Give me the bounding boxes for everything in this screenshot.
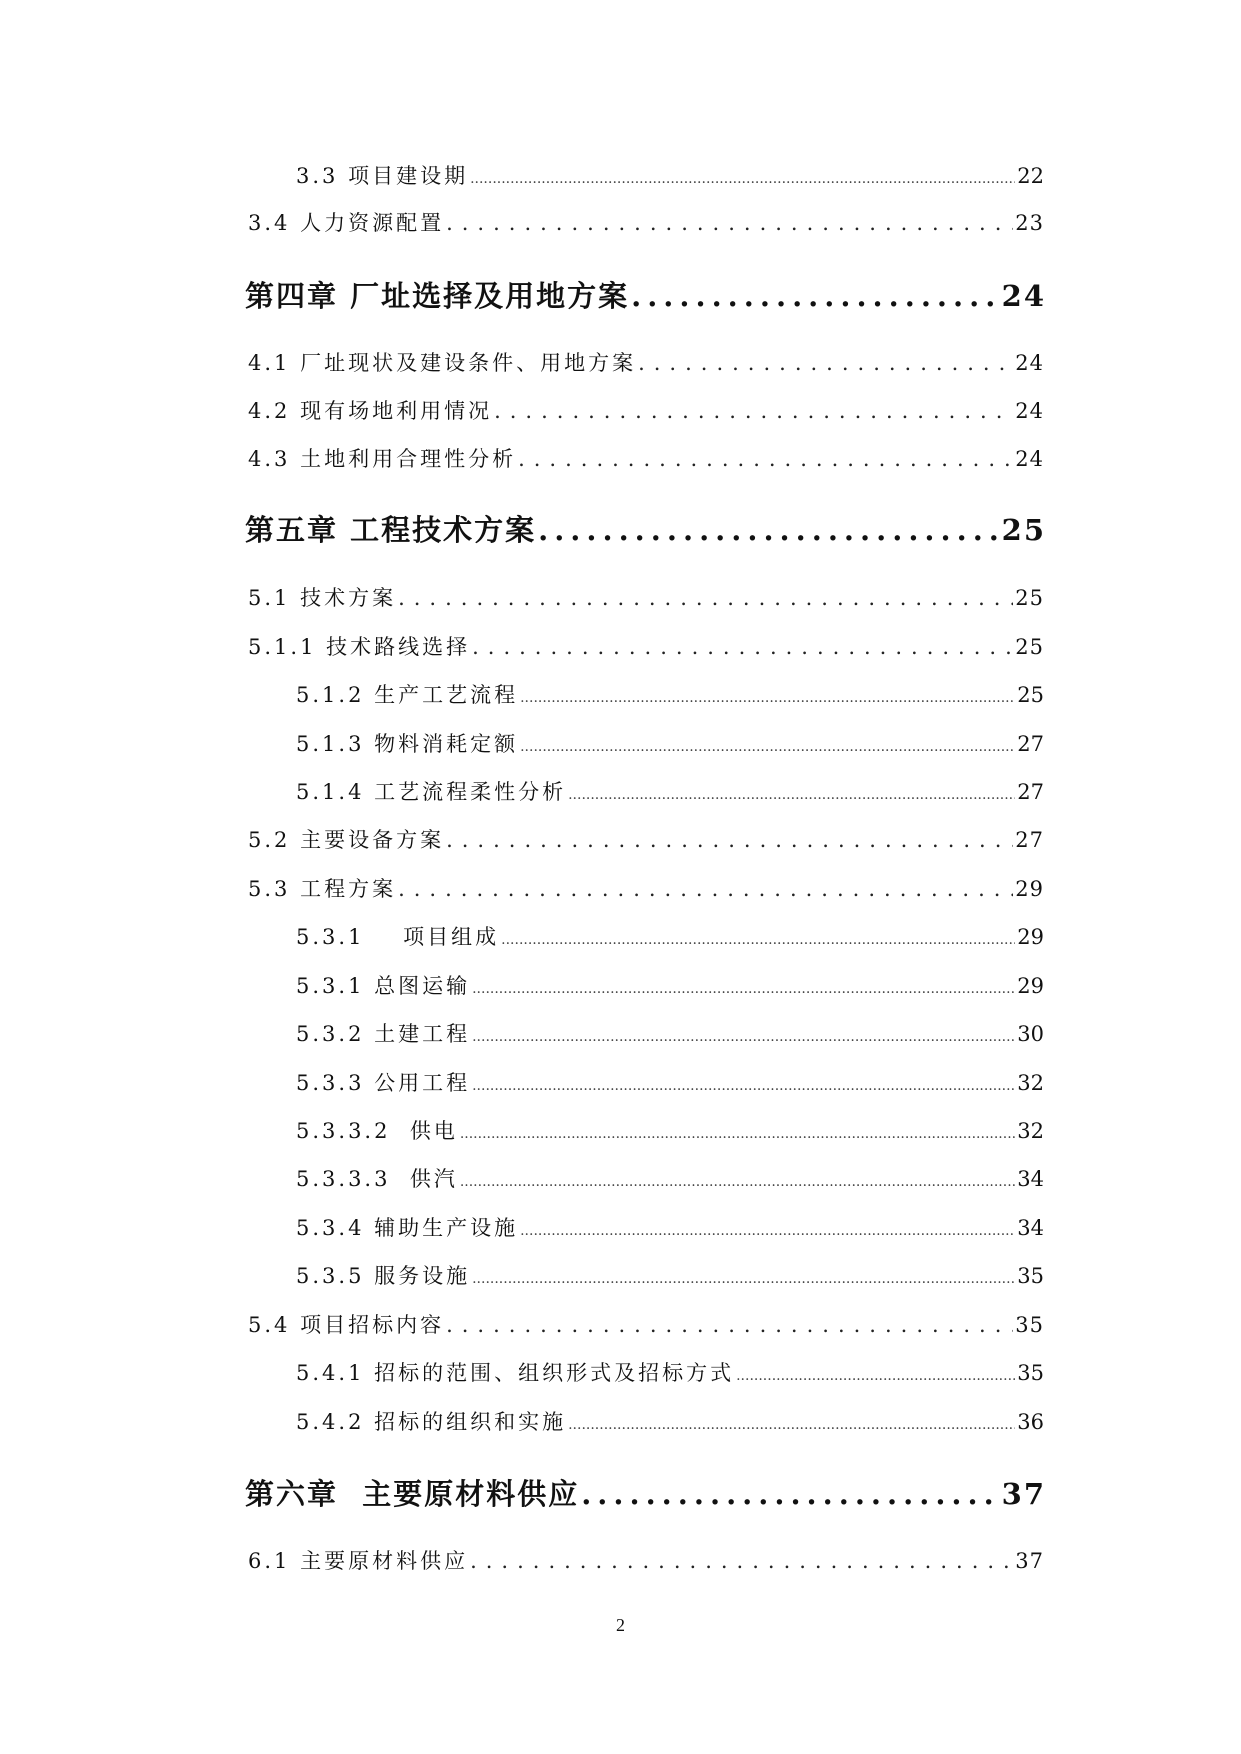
toc-entry-page: 24 [1015, 399, 1044, 423]
dot-leader [446, 1313, 1013, 1337]
dot-leader [631, 279, 1000, 313]
dot-leader [736, 1361, 1015, 1385]
toc-entry-6-1[interactable] [248, 1545, 1044, 1575]
dot-leader [470, 1549, 1013, 1573]
toc-entry-label: 5.2 主要设备方案 [248, 828, 445, 852]
toc-entry-page: 25 [1015, 635, 1044, 659]
toc-entry-page: 35 [1015, 1313, 1044, 1337]
toc-entry-3-4[interactable] [248, 207, 1044, 237]
toc-entry-label: 5.4 项目招标内容 [248, 1313, 445, 1337]
dot-leader [472, 635, 1013, 659]
toc-chapter-4[interactable] [245, 274, 1046, 315]
toc-chapter-6[interactable] [245, 1472, 1046, 1513]
toc-entry-label: 5.3.3.2 供电 [296, 1119, 458, 1143]
toc-entry-4-2[interactable] [248, 395, 1044, 425]
dot-leader [460, 1167, 1015, 1191]
toc-entry-page: 36 [1017, 1410, 1044, 1434]
toc-entry-label: 5.3.4 辅助生产设施 [296, 1216, 519, 1240]
toc-chapter-page: 25 [1001, 513, 1046, 547]
toc-entry-5-1-2[interactable] [296, 679, 1044, 709]
toc-entry-label: 5.3.2 土建工程 [296, 1022, 471, 1046]
toc-entry-page: 35 [1017, 1264, 1044, 1288]
toc-entry-label: 4.1 厂址现状及建设条件、用地方案 [248, 351, 637, 375]
toc-entry-5-3[interactable] [248, 873, 1044, 903]
dot-leader [398, 877, 1013, 901]
toc-entry-5-3-3-3[interactable] [296, 1163, 1044, 1193]
toc-entry-page: 35 [1017, 1361, 1044, 1385]
dot-leader [472, 1264, 1015, 1288]
toc-entry-5-1-4[interactable] [296, 776, 1044, 806]
toc-entry-page: 32 [1017, 1119, 1044, 1143]
dot-leader [520, 732, 1015, 756]
dot-leader [638, 351, 1013, 375]
toc-chapter-label: 第四章 厂址选择及用地方案 [245, 279, 630, 313]
dot-leader [494, 399, 1013, 423]
dot-leader [520, 683, 1015, 707]
toc-chapter-page: 24 [1001, 279, 1046, 313]
toc-entry-5-1-3[interactable] [296, 728, 1044, 758]
page-number: 2 [616, 1615, 625, 1635]
toc-entry-5-3-2[interactable] [296, 1018, 1044, 1048]
toc-entry-label: 5.3.3.3 供汽 [296, 1167, 458, 1191]
toc-chapter-label: 第五章 工程技术方案 [245, 513, 537, 547]
toc-entry-page: 37 [1015, 1549, 1044, 1573]
toc-entry-page: 23 [1015, 211, 1044, 235]
dot-leader [460, 1119, 1015, 1143]
toc-entry-label: 5.1.1 技术路线选择 [248, 635, 471, 659]
toc-entry-label: 5.4.2 招标的组织和实施 [296, 1410, 567, 1434]
toc-entry-page: 29 [1017, 925, 1044, 949]
toc-entry-page: 29 [1015, 877, 1044, 901]
toc-chapter-5[interactable] [245, 508, 1046, 549]
toc-entry-label: 5.3.1 项目组成 [296, 925, 500, 949]
toc-entry-label: 3.3 项目建设期 [296, 164, 469, 188]
toc-entry-page: 25 [1017, 683, 1044, 707]
toc-entry-label: 5.4.1 招标的范围、组织形式及招标方式 [296, 1361, 735, 1385]
toc-entry-page: 34 [1017, 1216, 1044, 1240]
toc-entry-5-4-1[interactable] [296, 1357, 1044, 1387]
toc-entry-page: 32 [1017, 1071, 1044, 1095]
dot-leader [501, 925, 1015, 949]
toc-entry-label: 3.4 人力资源配置 [248, 211, 445, 235]
toc-entry-5-1[interactable] [248, 582, 1044, 612]
toc-entry-4-1[interactable] [248, 347, 1044, 377]
toc-entry-page: 24 [1015, 351, 1044, 375]
dot-leader [472, 1071, 1015, 1095]
toc-entry-5-3-3-2[interactable] [296, 1115, 1044, 1145]
toc-entry-label: 5.1.4 工艺流程柔性分析 [296, 780, 567, 804]
toc-entry-5-4-2[interactable] [296, 1406, 1044, 1436]
toc-entry-label: 4.3 土地利用合理性分析 [248, 447, 517, 471]
toc-entry-page: 27 [1017, 732, 1044, 756]
dot-leader [398, 586, 1013, 610]
toc-entry-5-3-5[interactable] [296, 1260, 1044, 1290]
dot-leader [446, 211, 1013, 235]
toc-entry-page: 25 [1015, 586, 1044, 610]
toc-entry-3-3[interactable] [296, 160, 1044, 190]
dot-leader [446, 828, 1013, 852]
dot-leader [518, 447, 1013, 471]
toc-entry-label: 5.3 工程方案 [248, 877, 397, 901]
toc-entry-5-2[interactable] [248, 824, 1044, 854]
toc-entry-5-4[interactable] [248, 1309, 1044, 1339]
toc-entry-page: 30 [1017, 1022, 1044, 1046]
toc-entry-page: 22 [1017, 164, 1044, 188]
toc-entry-label: 5.1 技术方案 [248, 586, 397, 610]
dot-leader [470, 164, 1015, 188]
dot-leader [581, 1477, 999, 1511]
toc-entry-5-1-1[interactable] [248, 631, 1044, 661]
toc-entry-page: 27 [1017, 780, 1044, 804]
toc-entry-page: 24 [1015, 447, 1044, 471]
toc-entry-label: 5.3.5 服务设施 [296, 1264, 471, 1288]
toc-entry-page: 29 [1017, 974, 1044, 998]
toc-chapter-label: 第六章 主要原材料供应 [245, 1477, 580, 1511]
dot-leader [472, 974, 1015, 998]
toc-entry-page: 27 [1015, 828, 1044, 852]
toc-entry-5-3-3[interactable] [296, 1067, 1044, 1097]
dot-leader [520, 1216, 1015, 1240]
toc-entry-label: 6.1 主要原材料供应 [248, 1549, 469, 1573]
toc-entry-5-3-1-a[interactable] [296, 921, 1044, 951]
toc-entry-label: 5.1.3 物料消耗定额 [296, 732, 519, 756]
toc-chapter-page: 37 [1001, 1477, 1046, 1511]
dot-leader [472, 1022, 1015, 1046]
toc-entry-page: 34 [1017, 1167, 1044, 1191]
toc-entry-4-3[interactable] [248, 443, 1044, 473]
toc-entry-label: 4.2 现有场地利用情况 [248, 399, 493, 423]
toc-entry-label: 5.1.2 生产工艺流程 [296, 683, 519, 707]
dot-leader [568, 1410, 1015, 1434]
toc-entry-label: 5.3.1 总图运输 [296, 974, 471, 998]
dot-leader [568, 780, 1015, 804]
toc-entry-label: 5.3.3 公用工程 [296, 1071, 471, 1095]
toc-entry-5-3-1-b[interactable] [296, 970, 1044, 1000]
dot-leader [538, 513, 1000, 547]
toc-entry-5-3-4[interactable] [296, 1212, 1044, 1242]
